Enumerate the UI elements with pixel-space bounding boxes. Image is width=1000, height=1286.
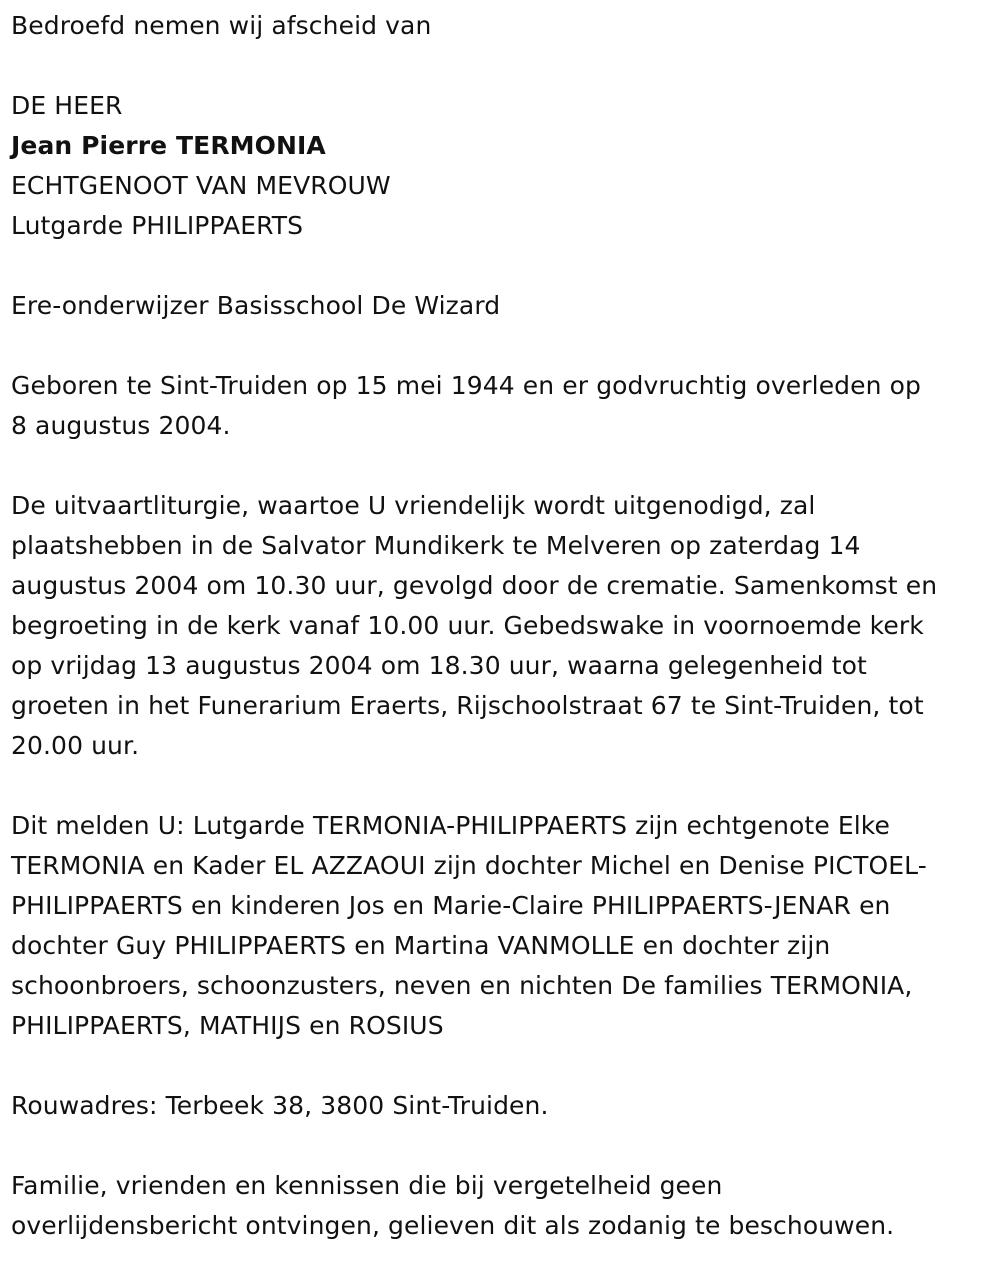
spouse-label: ECHTGENOOT VAN MEVROUW [11, 171, 391, 200]
spacer [11, 46, 990, 86]
paragraph-line: PHILIPPAERTS, MATHIJS en ROSIUS [11, 1011, 444, 1040]
paragraph-line: 8 augustus 2004. [11, 411, 231, 440]
paragraph-line: Geboren te Sint-Truiden op 15 mei 1944 en er godvruchtig overleden op [11, 371, 921, 400]
birth-death-paragraph [11, 366, 990, 446]
mourning-address: Rouwadres: Terbeek 38, 3800 Sint-Truiden. [11, 1091, 549, 1120]
spacer [11, 1126, 990, 1166]
spacer [11, 766, 990, 806]
paragraph-line: PHILIPPAERTS en kinderen Jos en Marie-Claire PHILIPPAERTS-JENAR en [11, 891, 891, 920]
paragraph-line: schoonbroers, schoonzusters, neven en nichten De families TERMONIA, [11, 971, 913, 1000]
closing-paragraph [11, 1166, 990, 1246]
paragraph-line: op vrijdag 13 augustus 2004 om 18.30 uur, waarna gelegenheid tot [11, 651, 867, 680]
spacer [11, 446, 990, 486]
paragraph-line: 20.00 uur. [11, 731, 140, 760]
honorific-title: DE HEER [11, 91, 123, 120]
spacer [11, 326, 990, 366]
paragraph-line: begroeting in de kerk vanaf 10.00 uur. Gebedswake in voornoemde kerk [11, 611, 924, 640]
spacer [11, 246, 990, 286]
paragraph-line: De uitvaartliturgie, waartoe U vriendelijk wordt uitgenodigd, zal [11, 491, 816, 520]
paragraph-line: Familie, vrienden en kennissen die bij vergetelheid geen [11, 1171, 723, 1200]
intro-line: Bedroefd nemen wij afscheid van [11, 11, 432, 40]
family-paragraph [11, 806, 990, 1046]
paragraph-line: TERMONIA en Kader EL AZZAOUI zijn dochter Michel en Denise PICTOEL- [11, 851, 927, 880]
funeral-paragraph [11, 486, 990, 766]
paragraph-line: dochter Guy PHILIPPAERTS en Martina VANMOLLE en dochter zijn [11, 931, 831, 960]
paragraph-line: augustus 2004 om 10.30 uur, gevolgd door de crematie. Samenkomst en [11, 571, 938, 600]
deceased-name: Jean Pierre TERMONIA [11, 131, 326, 160]
paragraph-line: overlijdensbericht ontvingen, gelieven dit als zodanig te beschouwen. [11, 1211, 895, 1240]
paragraph-line: plaatshebben in de Salvator Mundikerk te Melveren op zaterdag 14 [11, 531, 861, 560]
paragraph-line: groeten in het Funerarium Eraerts, Rijschoolstraat 67 te Sint-Truiden, tot [11, 691, 924, 720]
occupation-line: Ere-onderwijzer Basisschool De Wizard [11, 291, 501, 320]
spacer [11, 1046, 990, 1086]
paragraph-line: Dit melden U: Lutgarde TERMONIA-PHILIPPAERTS zijn echtgenote Elke [11, 811, 890, 840]
spouse-name: Lutgarde PHILIPPAERTS [11, 211, 304, 240]
